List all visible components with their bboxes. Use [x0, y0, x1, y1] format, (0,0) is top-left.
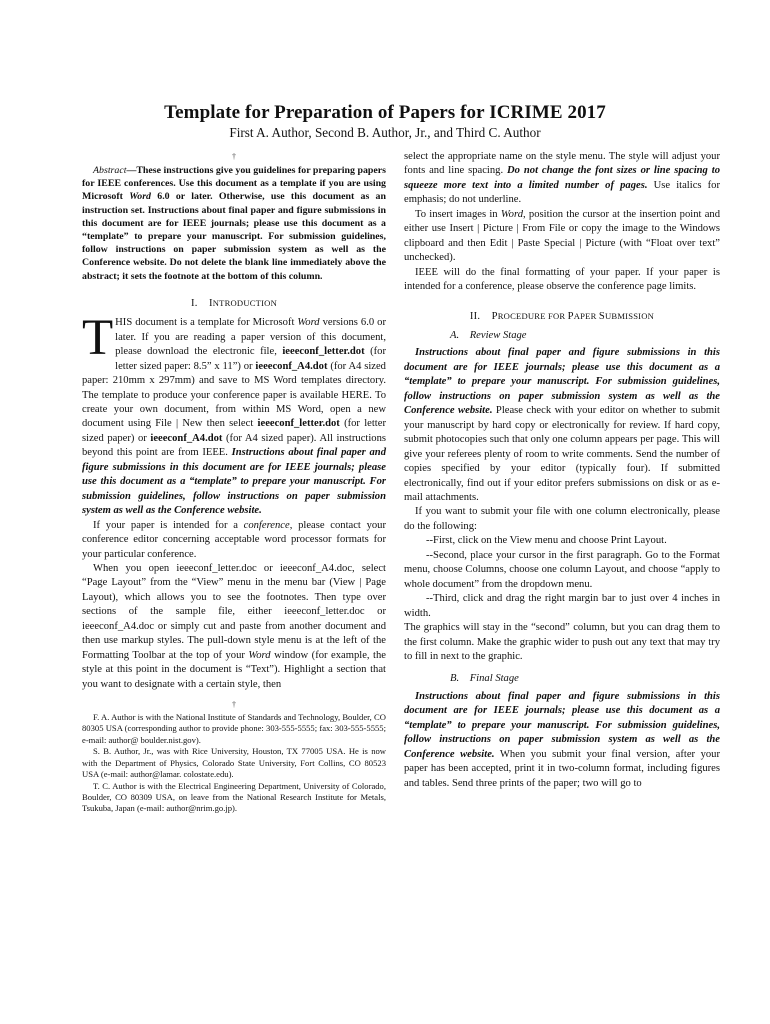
step-second: --Second, place your cursor in the first paragraph. Go to the Format menu, choose Columns, choose one column Layout, and choose “apply to whole document” from the dropdown menu.: [404, 549, 720, 590]
footnote-author-3: T. C. Author is with the Electrical Engineering Department, University of Colorado, Boulder, CO 80309 USA, on leave from the National Research Institute for Metals, Tsukuba, Japan (e-mail: author@nrim.go.jp).: [82, 780, 386, 814]
intro-paragraph-2: If your paper is intended for a conference, please contact your conference editor concerning acceptable word processor formats for your particular conference.: [82, 519, 386, 560]
footnote-author-2: S. B. Author, Jr., was with Rice University, Houston, TX 77005 USA. He is now with the Department of Physics, Colorado State University, Fort Collins, CO 80523 USA (e-mail: author@lamar. colostate.edu).: [82, 746, 386, 780]
step-first: --First, click on the View menu and choose Print Layout.: [426, 535, 667, 547]
insert-images-paragraph: To insert images in Word, position the cursor at the insertion point and either use Insert | Picture | From File or copy the image to the Windows clipboard and then Edit | Paste Special | Picture (with “Float over text” unchecked).: [404, 208, 720, 264]
final-stage-paragraph: Instructions about final paper and figure submissions in this document are for IEEE journals; please use this document as a “template” to prepare your manuscript. For submission guidelines, follow instructions on paper submission system as well as the Conference website. When you submit your final version, after your paper has been accepted, print it in two-column format, including figures and tables. Send three prints of the paper; two will go to: [404, 690, 720, 789]
drop-cap-letter: T: [82, 310, 114, 367]
review-stage-paragraph: Instructions about final paper and figure submissions in this document are for IEEE journals; please use this document as a “template” to prepare your manuscript. For submission guidelines, follow instructions on paper submission system as well as the Conference website. Please check with your editor on whether to submit your manuscript by hard copy or electronically for review. If hard copy, submit photocopies such that only one column appears per page. This will give your referees plenty of room to write comments. Send the number of copies specified by your editor (typically four). If submitted electronically, find out if your editor prefers submissions on disk or as e-mail attachments.: [404, 347, 721, 503]
right-column: [404, 150, 720, 791]
formatting-paragraph: IEEE will do the final formatting of your paper. If your paper is intended for a conference, please observe the conference page limits.: [404, 266, 720, 293]
footnote-author-1: F. A. Author is with the National Institute of Standards and Technology, Boulder, CO 80305 USA (corresponding author to provide phone: 303-555-5555; fax: 303-555-5555; e-mail: author@ boulder.nist.gov).: [82, 712, 386, 745]
footnote-anchor-mark: †: [232, 152, 236, 161]
section-heading-procedure: II. PROCEDURE FOR PAPER SUBMISSION: [469, 310, 655, 322]
author-line: First A. Author, Second B. Author, Jr., and Third C. Author: [229, 125, 541, 140]
left-column: [82, 150, 386, 815]
subsection-heading-final-stage: B. Final Stage: [450, 673, 519, 685]
step-third: --Third, click and drag the right margin bar to just over 4 inches in width.: [404, 593, 720, 619]
footnote-separator-mark: †: [232, 700, 236, 710]
section-heading-introduction: I. INTRODUCTION: [191, 297, 277, 309]
paper-title: Template for Preparation of Papers for ICRIME 2017: [164, 102, 606, 123]
intro-paragraph-3: When you open ieeeconf_letter.doc or ieeeconf_A4.doc, select “Page Layout” from the “View” menu in the menu bar (View | Page Layout), which allows you to see the footnotes. Then type over sections of the sample file, either ieeeconf_letter.doc or ieeeconf_A4.doc or simply cut and paste from another document and then use markup styles. The pull-down style menu is at the left of the Formatting Toolbar at the top of your Word window (for example, the style at this point in the document is “Text”). Highlight a section that you want to designate with a certain style, then: [82, 562, 386, 690]
style-paragraph: select the appropriate name on the style menu. The style will adjust your fonts and line spacing. Do not change the font sizes or line spacing to squeeze more text into a limited number of pages. Use italics for emphasis; do not underline.: [404, 151, 720, 206]
abstract-label: Abstract: [93, 165, 127, 176]
abstract-paragraph: Abstract—These instructions give you guidelines for preparing papers for IEEE conferences. Use this document as a template if you are using Microsoft Word 6.0 or later. Otherwise, use this document as an instruction set. Instructions about final paper and figure submissions in this document are for IEEE journals; please use this document as a “template” to prepare your manuscript. For submission guidelines, follow instructions on paper submission system as well as the Conference website. Do not delete the blank line immediately above the abstract; it sets the footnote at the bottom of this column.: [82, 165, 386, 282]
subsection-heading-review-stage: A. Review Stage: [450, 329, 527, 341]
intro-paragraph-1: THIS document is a template for Microsoft Word versions 6.0 or later. If you are reading a paper version of this document, please download the electronic file, ieeeconf_letter.dot (for letter sized paper: 8.5” x 11”) or ieeeconf_A4.dot (for A4 sized paper: 210mm x 297mm) and save to MS Word templates directory. The template to produce your conference paper is available HERE. To create your own document, from within MS Word, open a new document using File | New then select ieeeconf_letter.dot (for letter sized paper) or ieeeconf_A4.dot (for A4 sized paper). All instructions beyond this point are from IEEE. Instructions about final paper and figure submissions in this document are for IEEE journals; please use this document as a “template” to prepare your manuscript. For submission guidelines, follow instructions on paper submission system as well as the Conference website.: [82, 310, 387, 517]
graphics-paragraph: The graphics will stay in the “second” column, but you can drag them to the first column. Make the graphic wider to push out any text that may try to fill in next to the graphic.: [404, 622, 720, 662]
one-column-intro: If you want to submit your file with one column electronically, please do the following:: [404, 506, 720, 532]
footnotes: [82, 712, 386, 815]
